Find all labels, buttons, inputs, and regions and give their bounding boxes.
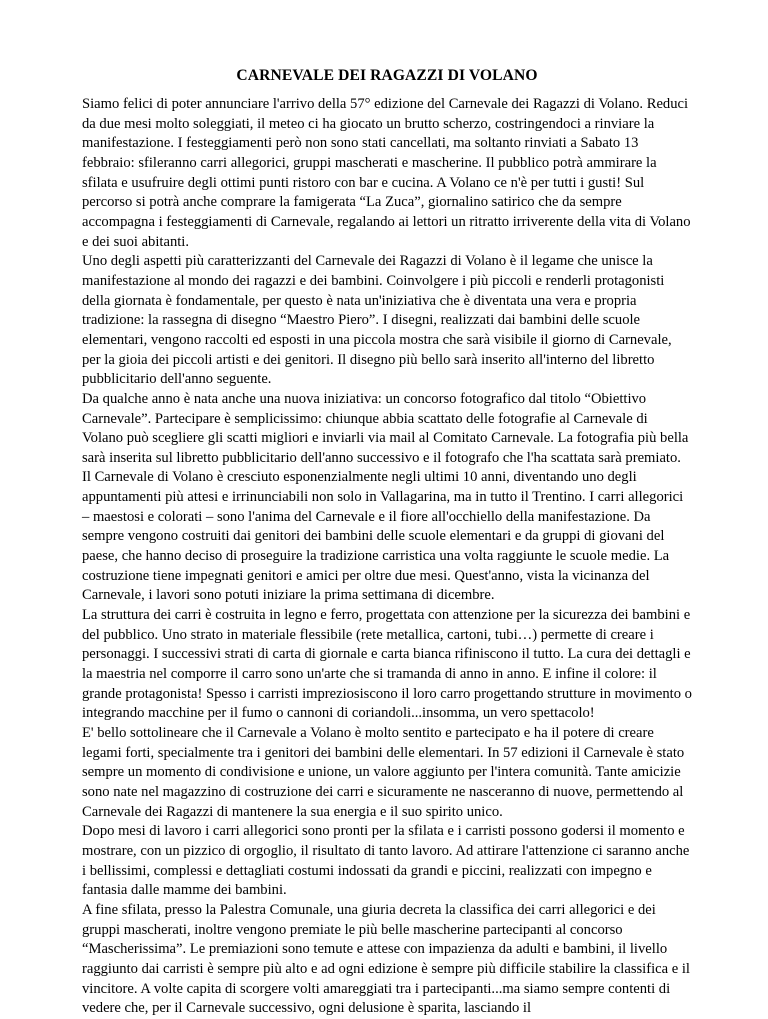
paragraph-community: E' bello sottolineare che il Carnevale a Volano è molto sentito e partecipato e ha il potere di creare legami forti, specialmente tra i genitori dei bambini delle elementari. In 57 edizioni il Carnevale è stato sempre un momento di condivisione e unione, un valore aggiunto per l'intera comunità. Tante amicizie sono nate nel magazzino di costruzione dei carri e sicuramente ne nasceranno di nuove, permettendo al Carnevale dei Ragazzi di mantenere la sua energia e il suo spirito unico.	[82, 725, 685, 820]
paragraph-growth: Il Carnevale di Volano è cresciuto esponenzialmente negli ultimi 10 anni, diventando uno degli appuntamenti più attesi e irrinunciabili non solo in Vallagarina, ma in tutto il Trentino. I carri allegorici – maestosi e colorati – sono l'anima del Carnevale e il fiore all'occhiello della manifestazione. Da sempre vengono costruiti dai genitori dei bambini delle scuole elementari e da gruppi di giovani del paese, che hanno deciso di proseguire la tradizione carristica una volta raggiunte le scuole medie. La costruzione tiene impegnati genitori e amici per oltre due mesi. Quest'anno, vista la vicinanza del Carnevale, i lavori sono potuti iniziare la prima settimana di dicembre.	[82, 469, 684, 604]
paragraph-parade: Dopo mesi di lavoro i carri allegorici sono pronti per la sfilata e i carristi possono godersi il momento e mostrare, con un pizzico di orgoglio, il risultato di tanto lavoro. Ad attirare l'attenzione ci saranno anche i bellissimi, complessi e dettagliati costumi indossati da grandi e piccini, realizzati con impegno e fantasia dalle mamme dei bambini.	[82, 823, 690, 899]
paragraph-announcement: Siamo felici di poter annunciare l'arrivo della 57° edizione del Carnevale dei Ragazzi di Volano. Reduci da due mesi molto soleggiati, il meteo ci ha giocato un brutto scherzo, costringendoci a rinviare la manifestazione. I festeggiamenti però non sono stati cancellati, ma soltanto rinviati a Sabato 13 febbraio: sfileranno carri allegorici, gruppi mascherati e mascherine. Il pubblico potrà ammirare la sfilata e usufruire degli ottimi punti ristoro con bar e cucina. A Volano ce n'è per tutti i gusti! Sul percorso si potrà anche comprare la famigerata “La Zuca”, giornalino satirico che da sempre accompagna i festeggiamenti di Carnevale, regalando ai lettori un ritratto irriverente della vita di Volano e dei suoi abitanti.	[82, 96, 691, 250]
document-title: CARNEVALE DEI RAGAZZI DI VOLANO	[236, 67, 538, 84]
paragraph-awards: A fine sfilata, presso la Palestra Comunale, una giuria decreta la classifica dei carri allegorici e dei gruppi mascherati, inoltre vengono premiate le più belle mascherine partecipanti al concorso “Mascherissima”. Le premiazioni sono temute e attese con impazienza da adulti e bambini, il livello raggiunto dai carristi è sempre più alto e ad ogni edizione è sempre più difficile stabilire la classifica e il vincitore. A volte capita di scorgere volti amareggiati tra i partecipanti...ma siamo sempre contenti di vedere che, per il Carnevale successivo, ogni delusione è sparita, lasciando il	[82, 901, 690, 1017]
paragraph-children: Uno degli aspetti più caratterizzanti del Carnevale dei Ragazzi di Volano è il legame che unisce la manifestazione al mondo dei ragazzi e dei bambini. Coinvolgere i più piccoli e renderli protagonisti della giornata è fondamentale, per questo è nata un'iniziativa che è diventata una vera e propria tradizione: la rassegna di disegno “Maestro Piero”. I disegni, realizzati dai bambini delle scuole elementari, vengono raccolti ed esposti in una piccola mostra che sarà visibile il giorno di Carnevale, per la gioia dei piccoli artisti e dei genitori. Il disegno più bello sarà inserito all'interno del libretto pubblicitario dell'anno seguente.	[82, 253, 672, 388]
paragraph-floats-structure: La struttura dei carri è costruita in legno e ferro, progettata con attenzione per la sicurezza dei bambini e del pubblico. Uno strato in materiale flessibile (rete metallica, cartoni, tubi…) permette di creare i personaggi. I successivi strati di carta di giornale e carta bianca rifiniscono il tutto. La cura dei dettagli e la maestria nel comporre il carro sono un'arte che si tramanda di anno in anno. E infine il colore: il grande protagonista! Spesso i carristi impreziosiscono il loro carro progettando strutture in movimento o integrando macchine per il fumo o cannoni di coriandoli...insomma, un vero spettacolo!	[82, 607, 692, 722]
paragraph-photo-contest: Da qualche anno è nata anche una nuova iniziativa: un concorso fotografico dal titolo “Obiettivo Carnevale”. Partecipare è semplicissimo: chiunque abbia scattato delle fotografie al Carnevale di Volano può scegliere gli scatti migliori e inviarli via mail al Comitato Carnevale. La fotografia più bella sarà inserita sul libretto pubblicitario dell'anno successivo e il fotografo che l'ha scattata sarà premiato.	[82, 390, 689, 466]
document-page	[82, 0, 692, 1019]
document-body	[82, 95, 692, 1019]
